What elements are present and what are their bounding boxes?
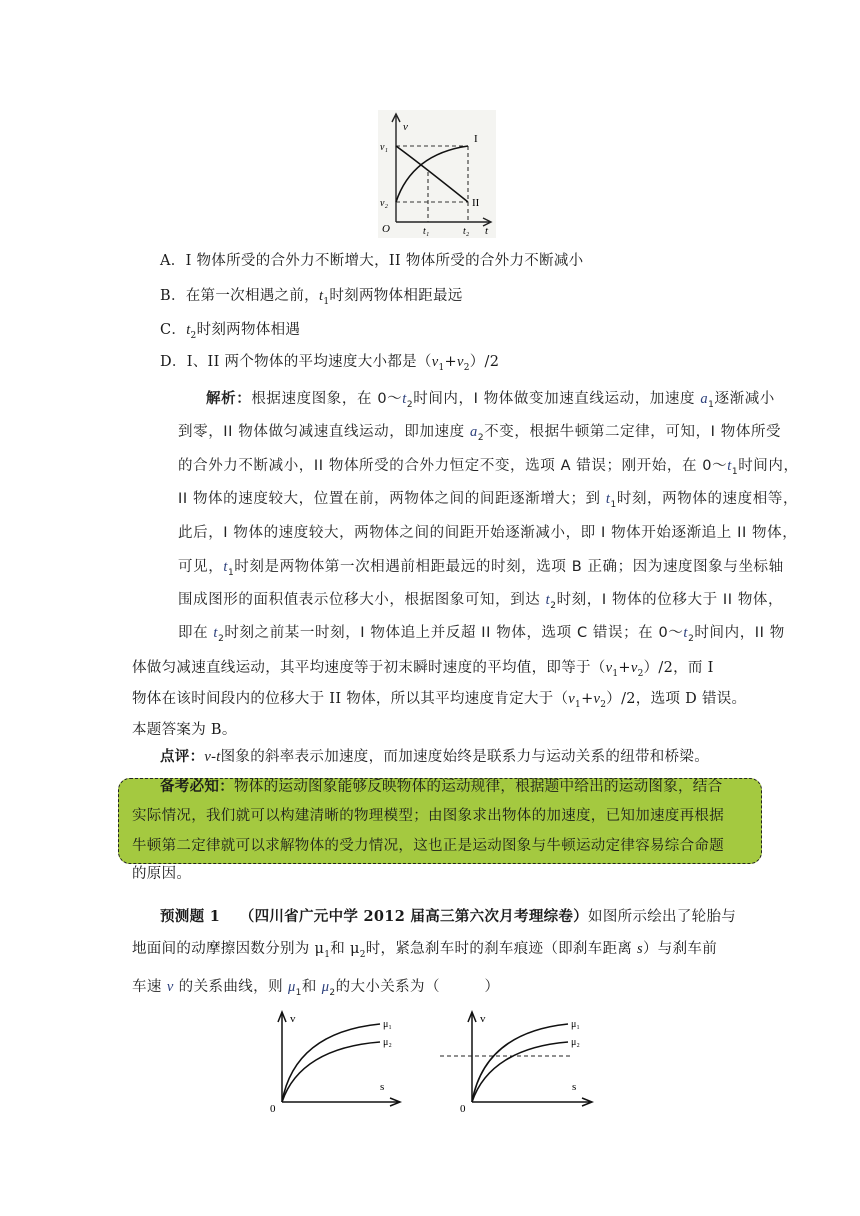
- curve-I-label: I: [474, 133, 478, 145]
- analysis-line-3: 的合外力不断减小，II 物体所受的合外力恒定不变，选项 A 错误；刚开始，在 $0\sim t_1$时间内，: [178, 458, 799, 477]
- curve-mu1: [472, 1024, 568, 1102]
- analysis-text: II 物体的速度较大，位置在前，两物体之间的间距逐渐增大；到: [178, 491, 606, 507]
- exam-tip-label: 备考必知：: [160, 778, 234, 795]
- analysis-text: 根据速度图象，在 0～: [251, 391, 403, 407]
- prediction-text: 的大小关系为（ ）: [335, 979, 500, 995]
- option-b: [160, 284, 463, 307]
- prediction-text: 车速: [132, 979, 167, 995]
- t2-label: t₂: [463, 226, 470, 237]
- prediction-text: 时，紧急刹车时的刹车痕迹（即刹车距离: [365, 941, 638, 957]
- option-b-text2: 时刻两物体相距最远: [329, 288, 463, 304]
- option-a: A．I 物体所受的合外力不断增大，II 物体所受的合外力不断减小: [160, 253, 584, 269]
- comment-var: v-t: [204, 749, 221, 765]
- option-b-text: B．在第一次相遇之前，: [160, 288, 319, 304]
- curve-mu2: [472, 1042, 568, 1102]
- prediction-text: 如图所示绘出了轮胎与: [588, 909, 737, 925]
- v1-label: v₁: [380, 142, 388, 153]
- x-axis-label: s: [380, 1081, 385, 1093]
- comment-text: 图象的斜率表示加速度，而加速度始终是联系力与运动关系的纽带和桥梁。: [220, 749, 710, 765]
- option-d-text: D．I、II 两个物体的平均速度大小都是（: [160, 354, 432, 370]
- vs-graph-right: [440, 1012, 592, 1112]
- x-axis-label: t: [485, 225, 489, 237]
- continuation-text: ）/2，选项 D 错误。: [606, 691, 747, 707]
- analysis-text: 时刻之前某一时刻，I 物体追上并反超 II 物体，选项 C 错误；在 0～: [224, 625, 684, 641]
- analysis-text: 时间内，II 物: [694, 625, 785, 641]
- exam-tip-line-1: [160, 775, 722, 796]
- analysis-line-1: 解析：根据速度图象，在 $0\sim t_2$时间内，I 物体做变加速直线运动，加速度 $a_1$逐渐减小: [206, 391, 775, 410]
- continuation-text: ）/2，而 I: [643, 660, 714, 676]
- analysis-line-5: 此后，I 物体的速度较大，两物体之间的间距开始逐渐减小，即 I 物体开始逐渐追上 II 物体，: [178, 525, 798, 541]
- option-c-text2: 时刻两物体相遇: [196, 322, 301, 338]
- exam-tip-text: 物体的运动图象能够反映物体的运动规律，根据题中给出的运动图象，结合: [234, 779, 723, 795]
- prediction-line-2: 地面间的动摩擦因数分别为 $\mu_1$和 $\mu_2$时，紧急刹车时的刹车痕迹（即刹车距离 s）与刹车前: [132, 941, 717, 960]
- mu1-label: μ₁: [571, 1019, 580, 1030]
- continuation-line-2: 物体在该时间段内的位移大于 II 物体，所以其平均速度肯定大于$(v_1+v_2)/2$，选项 D 错误。: [132, 691, 747, 710]
- analysis-line-2: 到零，II 物体做匀减速直线运动，即加速度 $a_2$不变，根据牛顿第二定律，可知，I 物体所受: [178, 424, 782, 443]
- mu2-label: μ₂: [571, 1037, 580, 1048]
- analysis-line-8: 即在 $t_2$时刻之前某一时刻，I 物体追上并反超 II 物体，选项 C 错误；在 $0\sim t_2$时间内，II 物: [178, 625, 785, 644]
- continuation-line-3: 本题答案为 B。: [132, 722, 237, 738]
- prediction-text: 和: [301, 979, 322, 995]
- mu1-label: μ₁: [383, 1019, 392, 1030]
- continuation-line-1: 体做匀减速直线运动，其平均速度等于初末瞬时速度的平均值，即等于$(v_1+v_2)/2$，而 I: [132, 660, 714, 679]
- analysis-line-4: II 物体的速度较大，位置在前，两物体之间的间距逐渐增大；到 $t_1$时刻，两物体的速度相等，: [178, 491, 799, 510]
- analysis-text: 即在: [178, 625, 214, 641]
- prediction-line-3: 车速 v 的关系曲线，则 $\mu_1$和 $\mu_2$的大小关系为（ ）: [132, 979, 500, 998]
- prediction-text: 和 μ: [330, 941, 360, 957]
- curve-mu2: [282, 1042, 380, 1102]
- analysis-text: 不变，根据牛顿第二定律，可知，I 物体所受: [484, 424, 782, 440]
- y-axis-label: v: [290, 1013, 296, 1025]
- t1-label: t₁: [423, 226, 430, 237]
- option-b-sub: 1: [323, 296, 330, 307]
- exam-tip-line-4: 的原因。: [132, 866, 192, 882]
- vs-graphs-figure: [268, 1008, 598, 1112]
- prediction-text: 地面间的动摩擦因数分别为 μ: [132, 941, 325, 957]
- y-axis-label: v: [480, 1013, 486, 1025]
- origin-label: 0: [270, 1103, 276, 1112]
- x-axis-label: s: [572, 1081, 577, 1093]
- analysis-text: 围成图形的面积值表示位移大小，根据图象可知，到达: [178, 592, 546, 608]
- analysis-label: 解析：: [206, 391, 252, 407]
- exam-tip-line-2: 实际情况，我们就可以构建清晰的物理模型；由图象求出物体的加速度，已知加速度再根据: [132, 808, 724, 824]
- analysis-text: 时刻，I 物体的位移大于 II 物体，: [556, 592, 784, 608]
- option-c-var: t: [186, 322, 191, 338]
- mu2-label: μ₂: [383, 1037, 392, 1048]
- prediction-text: 的关系曲线，则: [173, 979, 288, 995]
- prediction-source: （四川省广元中学 2012 届高三第六次月考理综卷）: [239, 908, 589, 925]
- option-c-text: C．: [160, 322, 187, 338]
- option-d-text2: ）/2: [469, 354, 500, 370]
- option-d: D．I、II 两个物体的平均速度大小都是$(v_1+v_2)/2$: [160, 354, 500, 373]
- analysis-text: 时刻是两物体第一次相遇前相距最远的时刻，选项 B 正确；因为速度图象与坐标轴: [234, 559, 784, 575]
- analysis-text: 时刻，两物体的速度相等，: [616, 491, 799, 507]
- analysis-text: 时间内，I 物体做变加速直线运动，加速度: [413, 391, 701, 407]
- vs-graph-left: [270, 1012, 400, 1112]
- prediction-line-1: [160, 905, 736, 926]
- continuation-text: 物体在该时间段内的位移大于 II 物体，所以其平均速度肯定大于（: [132, 691, 569, 707]
- v2-label: v₂: [380, 198, 388, 209]
- origin-label: O: [382, 223, 390, 235]
- analysis-text: 逐渐减小: [714, 391, 775, 407]
- origin-label: 0: [460, 1103, 466, 1112]
- option-b-var: t: [318, 288, 324, 304]
- comment-label: 点评：: [160, 748, 205, 765]
- curve-II-label: II: [472, 197, 480, 209]
- prediction-label: 预测题 1: [160, 908, 221, 925]
- exam-tip-line-3: 牛顿第二定律就可以求解物体的受力情况，这也正是运动图象与牛顿运动定律容易综合命题: [132, 838, 724, 854]
- prediction-var-v: v: [166, 979, 174, 995]
- comment-line: [160, 745, 709, 766]
- option-c-sub: 2: [190, 330, 197, 341]
- prediction-var-s: s: [637, 941, 643, 957]
- analysis-text: 时间内，: [738, 458, 799, 474]
- prediction-text: ）与刹车前: [643, 941, 717, 957]
- analysis-line-7: 围成图形的面积值表示位移大小，根据图象可知，到达 $t_2$时刻，I 物体的位移大于 II 物体，: [178, 592, 784, 611]
- option-c: [160, 318, 300, 341]
- option-d-plus: +: [444, 354, 457, 370]
- analysis-text: 到零，II 物体做匀减速直线运动，即加速度: [178, 424, 470, 440]
- analysis-line-6: 可见，$t_1$时刻是两物体第一次相遇前相距最远的时刻，选项 B 正确；因为速度图象与坐标轴: [178, 559, 784, 578]
- vt-graph-figure: [378, 110, 496, 238]
- y-axis-label: v: [403, 121, 408, 133]
- analysis-text: 可见，: [178, 559, 224, 575]
- curve-mu1: [282, 1024, 380, 1102]
- analysis-text: 的合外力不断减小，II 物体所受的合外力恒定不变，选项 A 错误；刚开始，在 0～: [178, 458, 728, 474]
- continuation-text: 体做匀减速直线运动，其平均速度等于初末瞬时速度的平均值，即等于（: [132, 660, 606, 676]
